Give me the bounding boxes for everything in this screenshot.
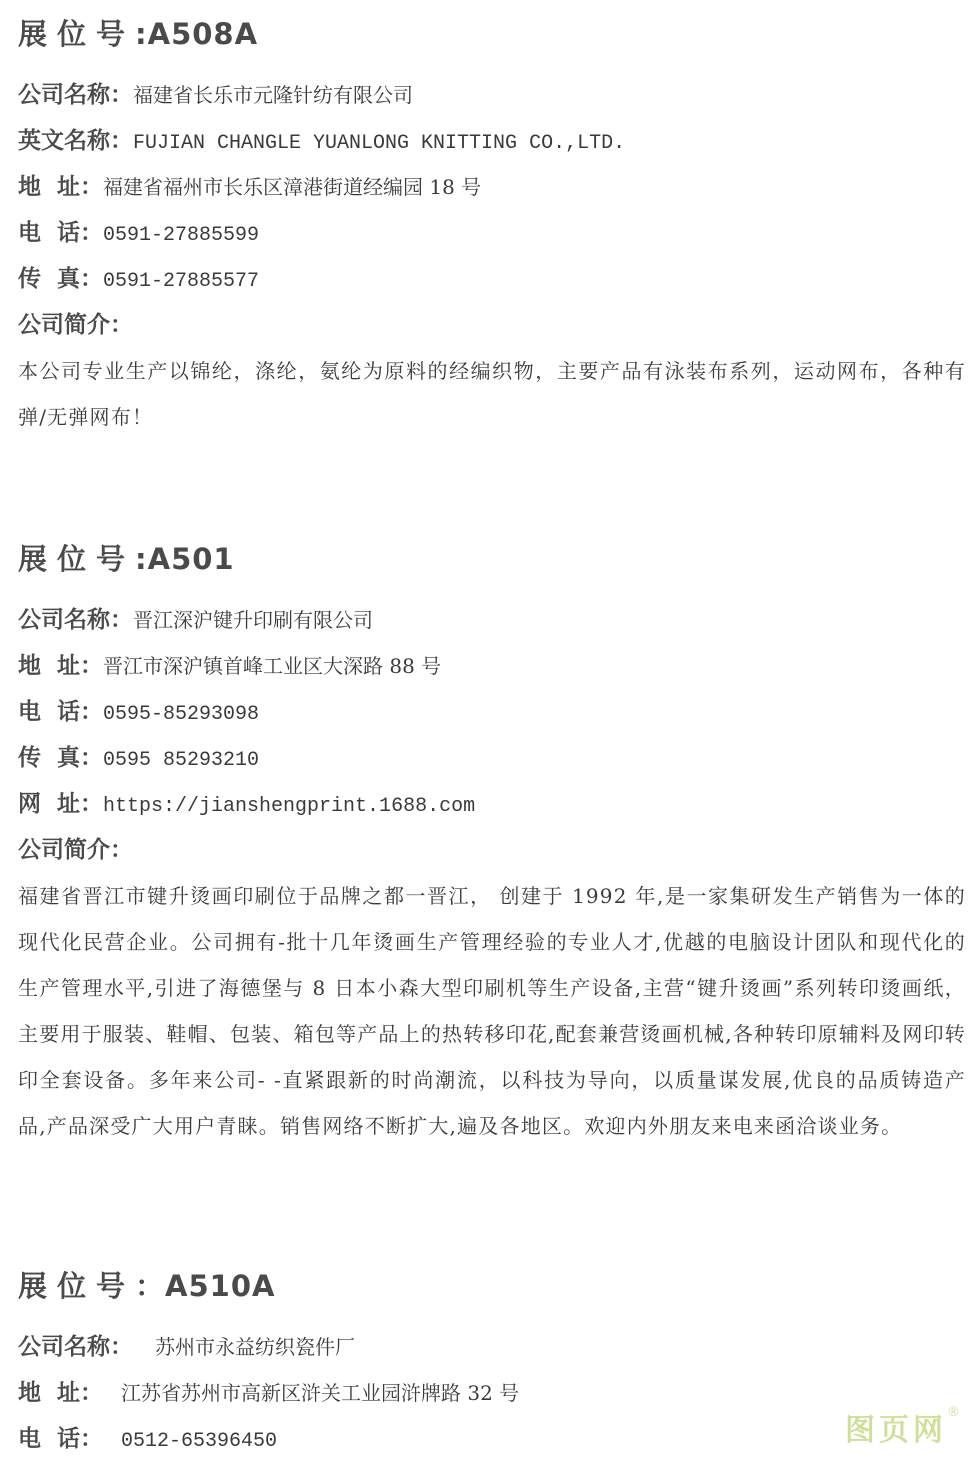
booth-code: A510A [165, 1269, 276, 1303]
company-name-row [18, 597, 966, 643]
address-row [18, 164, 966, 210]
exhibitor-block-a508a [18, 14, 966, 440]
fax-label: 传 真： [18, 266, 104, 292]
website-link[interactable]: https://jianshengprint.1688.com [103, 795, 476, 818]
address-row [18, 1370, 966, 1416]
booth-separator: : [135, 542, 148, 576]
booth-label: 展位号 [18, 1269, 136, 1303]
booth-separator: ： [135, 1269, 166, 1303]
booth-number-heading [18, 539, 966, 579]
booth-separator: : [135, 17, 148, 51]
english-name-label: 英文名称： [18, 128, 133, 154]
fax-value: 0595 85293210 [103, 749, 260, 772]
address-label: 地 址： [18, 653, 104, 679]
company-name-row [18, 1324, 966, 1370]
booth-code: A501 [147, 542, 235, 576]
exhibitor-block-a510a [18, 1266, 966, 1462]
company-name-value: 苏州市永益纺织瓷件厂 [155, 1335, 355, 1359]
fax-label: 传 真： [18, 745, 104, 771]
phone-label: 电 话： [18, 699, 104, 725]
exhibitor-block-a501 [18, 539, 966, 1149]
phone-value: 0591-27885599 [103, 224, 260, 247]
phone-row [18, 1416, 966, 1462]
fax-value: 0591-27885577 [103, 270, 260, 293]
website-row [18, 781, 966, 827]
website-label: 网 址： [18, 791, 104, 817]
address-row [18, 643, 966, 689]
intro-label-row [18, 302, 966, 348]
company-name-value: 晋江深沪键升印刷有限公司 [133, 608, 373, 632]
company-name-label: 公司名称： [18, 607, 133, 633]
phone-value: 0595-85293098 [103, 703, 260, 726]
phone-row [18, 689, 966, 735]
booth-code: A508A [147, 17, 259, 51]
intro-label: 公司简介： [18, 312, 133, 338]
english-name-value: FUJIAN CHANGLE YUANLONG KNITTING CO.,LTD. [133, 132, 626, 155]
registered-mark: ® [947, 1405, 964, 1420]
booth-number-heading [18, 14, 966, 54]
booth-label: 展位号 [18, 17, 136, 51]
company-name-label: 公司名称： [18, 82, 133, 108]
english-name-row [18, 118, 966, 164]
fax-row [18, 256, 966, 302]
phone-value: 0512-65396450 [121, 1430, 278, 1453]
fax-row [18, 735, 966, 781]
company-name-row [18, 72, 966, 118]
booth-number-heading [18, 1266, 966, 1306]
site-watermark-logo [845, 1405, 964, 1449]
phone-label: 电 话： [18, 220, 104, 246]
booth-label: 展位号 [18, 542, 136, 576]
address-value: 江苏省苏州市高新区浒关工业园浒牌路 32 号 [121, 1381, 520, 1405]
watermark-text: 图页网 [845, 1413, 947, 1448]
phone-label: 电 话： [18, 1426, 104, 1452]
company-intro-text: 福建省晋江市键升烫画印刷位于品牌之都一晋江， 创建于 1992 年,是一家集研发生产销售为一体的现代化民营企业。公司拥有-批十几年烫画生产管理经验的专业人才,优越的电脑设计团队和现代化的生产管理水平,引进了海德堡与 8 日本小森大型印刷机等生产设备,主营“键升烫画”系列转印烫画纸，主要用于服装、鞋帽、包装、箱包等产品上的热转移印花,配套兼营烫画机械,各种转印原辅料及网印转印全套设备。多年来公司- -直紧跟新的时尚潮流，以科技为导向，以质量谋发展,优良的品质铸造产品,产品深受广大用户青睐。销售网络不断扩大,遍及各地区。欢迎内外朋友来电来函洽谈业务。 [18, 884, 966, 1138]
company-name-value: 福建省长乐市元隆针纺有限公司 [133, 83, 413, 107]
intro-label: 公司简介： [18, 837, 133, 863]
intro-label-row [18, 827, 966, 873]
company-name-label: 公司名称： [18, 1334, 133, 1360]
address-value: 晋江市深沪镇首峰工业区大深路 88 号 [103, 654, 442, 678]
phone-row [18, 210, 966, 256]
address-label: 地 址： [18, 174, 104, 200]
company-intro-text: 本公司专业生产以锦纶，涤纶，氨纶为原料的经编织物，主要产品有泳装布系列，运动网布，各种有弹/无弹网布！ [18, 359, 966, 429]
address-label: 地 址： [18, 1380, 104, 1406]
address-value: 福建省福州市长乐区漳港街道经编园 18 号 [103, 175, 482, 199]
